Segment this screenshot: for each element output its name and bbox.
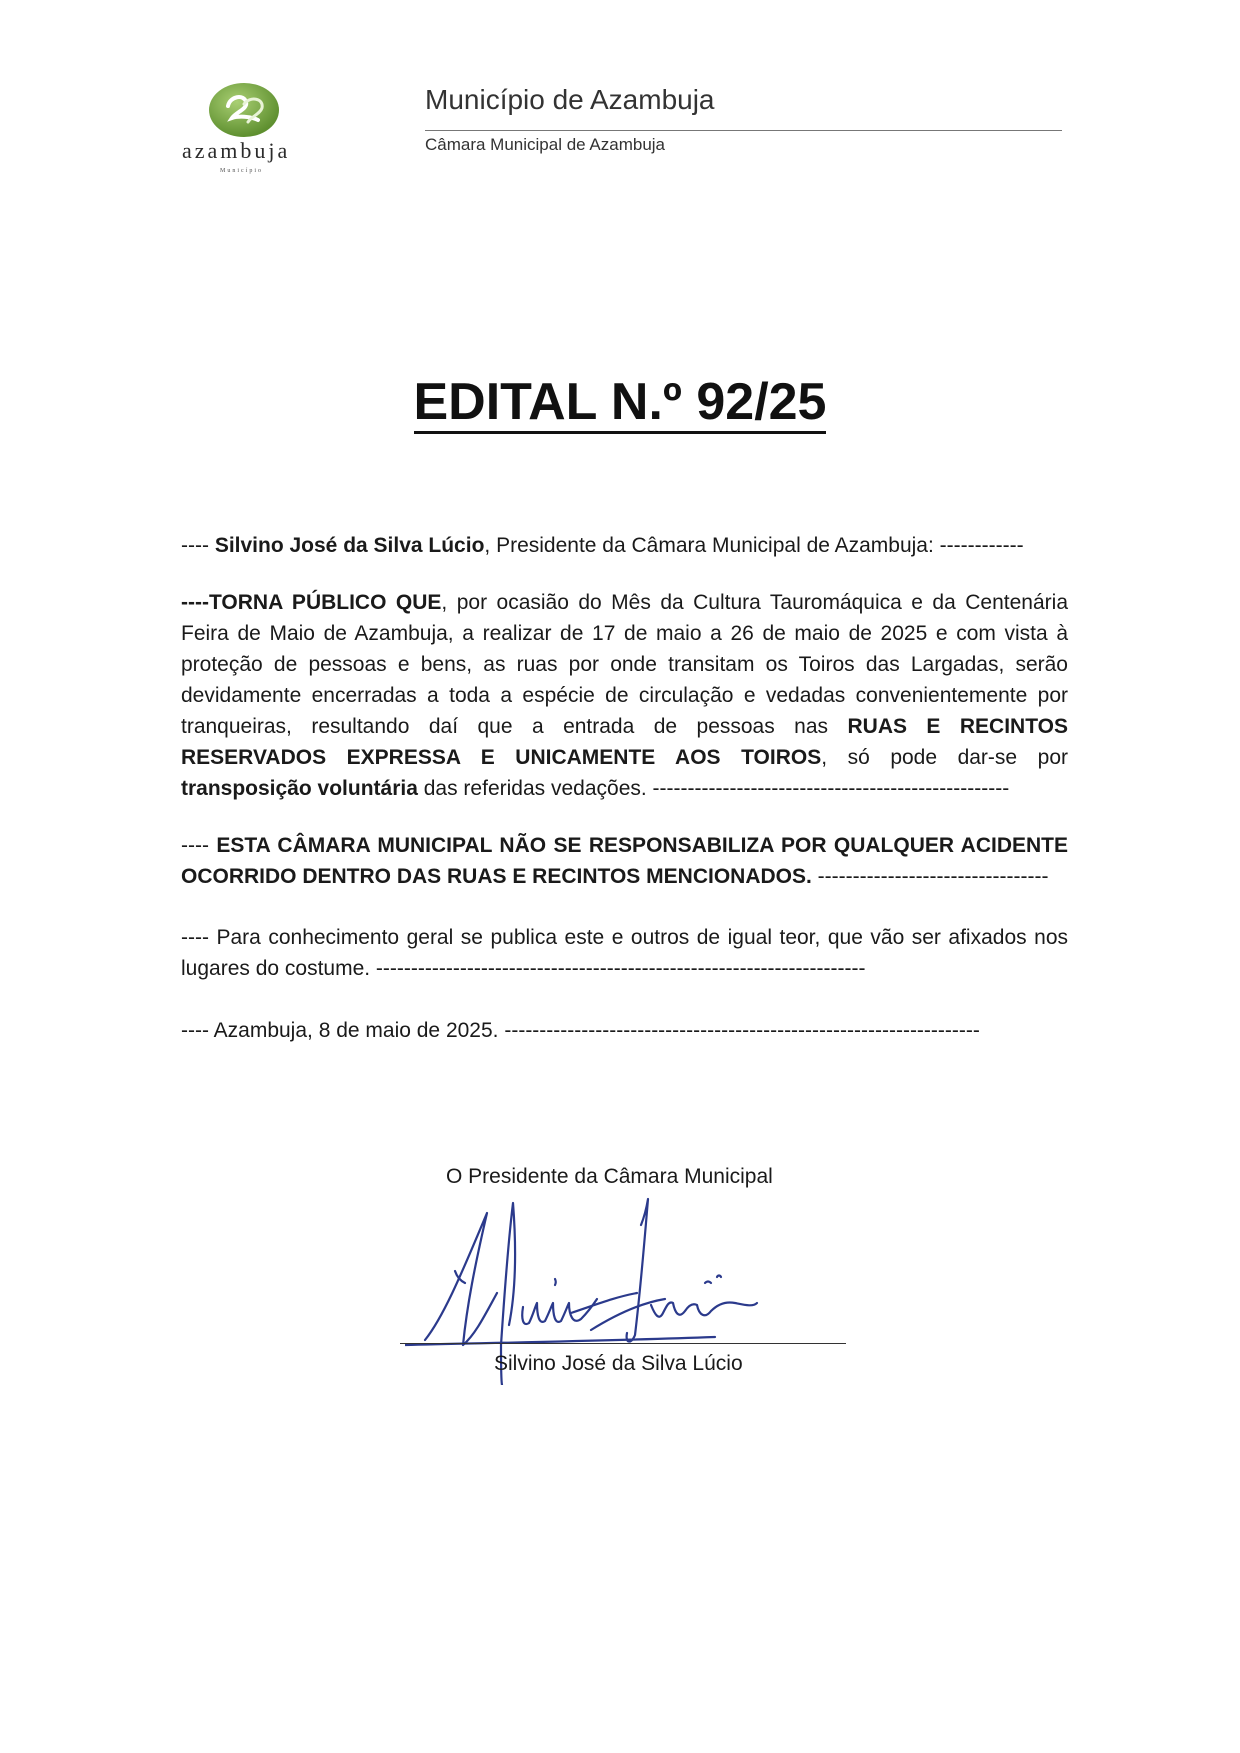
header-divider xyxy=(425,130,1062,131)
paragraph-lead: ---- xyxy=(181,534,215,557)
disclaimer-dashes: --------------------------------- xyxy=(811,865,1049,888)
header-subtitle: Câmara Municipal de Azambuja xyxy=(425,135,666,154)
disclaimer-lead: ---- xyxy=(181,834,217,857)
announcement-text-2: , só pode dar-se por xyxy=(821,746,1068,769)
announcement-bold-transposition: transposição voluntária xyxy=(181,777,418,800)
announcement-lead: ----TORNA PÚBLICO QUE xyxy=(181,591,442,614)
paragraph-announcement xyxy=(181,587,1068,804)
document-title-text: EDITAL N.º 92/25 xyxy=(414,374,827,434)
paragraph-publication: ---- Para conhecimento geral se publica este e outros de igual teor, que vão ser afixados nos lugares do costume. ---------------------------------------------------------------------- xyxy=(181,926,1068,980)
azambuja-logo-icon xyxy=(208,82,280,138)
logo-wordmark: azambuja xyxy=(182,138,291,163)
signature-title: O Presidente da Câmara Municipal xyxy=(446,1165,773,1188)
announcement-text-3: das referidas vedações. --------------------------------------------------- xyxy=(417,777,1010,800)
paragraph-president xyxy=(181,530,1068,561)
document-title xyxy=(0,372,1240,434)
paragraph-text: , Presidente da Câmara Municipal de Azambuja: ------------ xyxy=(484,534,1024,557)
signature-line xyxy=(400,1343,846,1344)
announcement-bold-streets: RUAS E RECINTOS RESERVADOS EXPRESSA E UNICAMENTE AOS TOIROS xyxy=(181,715,1068,769)
president-name: Silvino José da Silva Lúcio xyxy=(214,534,485,557)
paragraph-date: ---- Azambuja, 8 de maio de 2025. -------------------------------------------------------------------- xyxy=(181,1019,980,1042)
municipality-logo xyxy=(176,82,316,172)
announcement-text-1: , por ocasião do Mês da Cultura Tauromáquica e da Centenária Feira de Maio de Azambuja, a realizar de 17 de maio a 26 de maio de 2025 e com vista à proteção de pessoas e bens, as ruas por onde transitam os Toiros das Largadas, serão devidamente encerradas a toda a espécie de circulação e vedadas convenientemente por tranqueiras, resultando daí que a entrada de pessoas nas xyxy=(181,591,1068,738)
logo-subtext: Município xyxy=(220,168,263,174)
disclaimer-bold: ESTA CÂMARA MUNICIPAL NÃO SE RESPONSABILIZA POR QUALQUER ACIDENTE OCORRIDO DENTRO DAS RUAS E RECINTOS MENCIONADOS. xyxy=(181,834,1068,888)
header-title: Município de Azambuja xyxy=(425,84,715,115)
signatory-name: Silvino José da Silva Lúcio xyxy=(494,1352,743,1375)
paragraph-disclaimer xyxy=(181,830,1068,892)
